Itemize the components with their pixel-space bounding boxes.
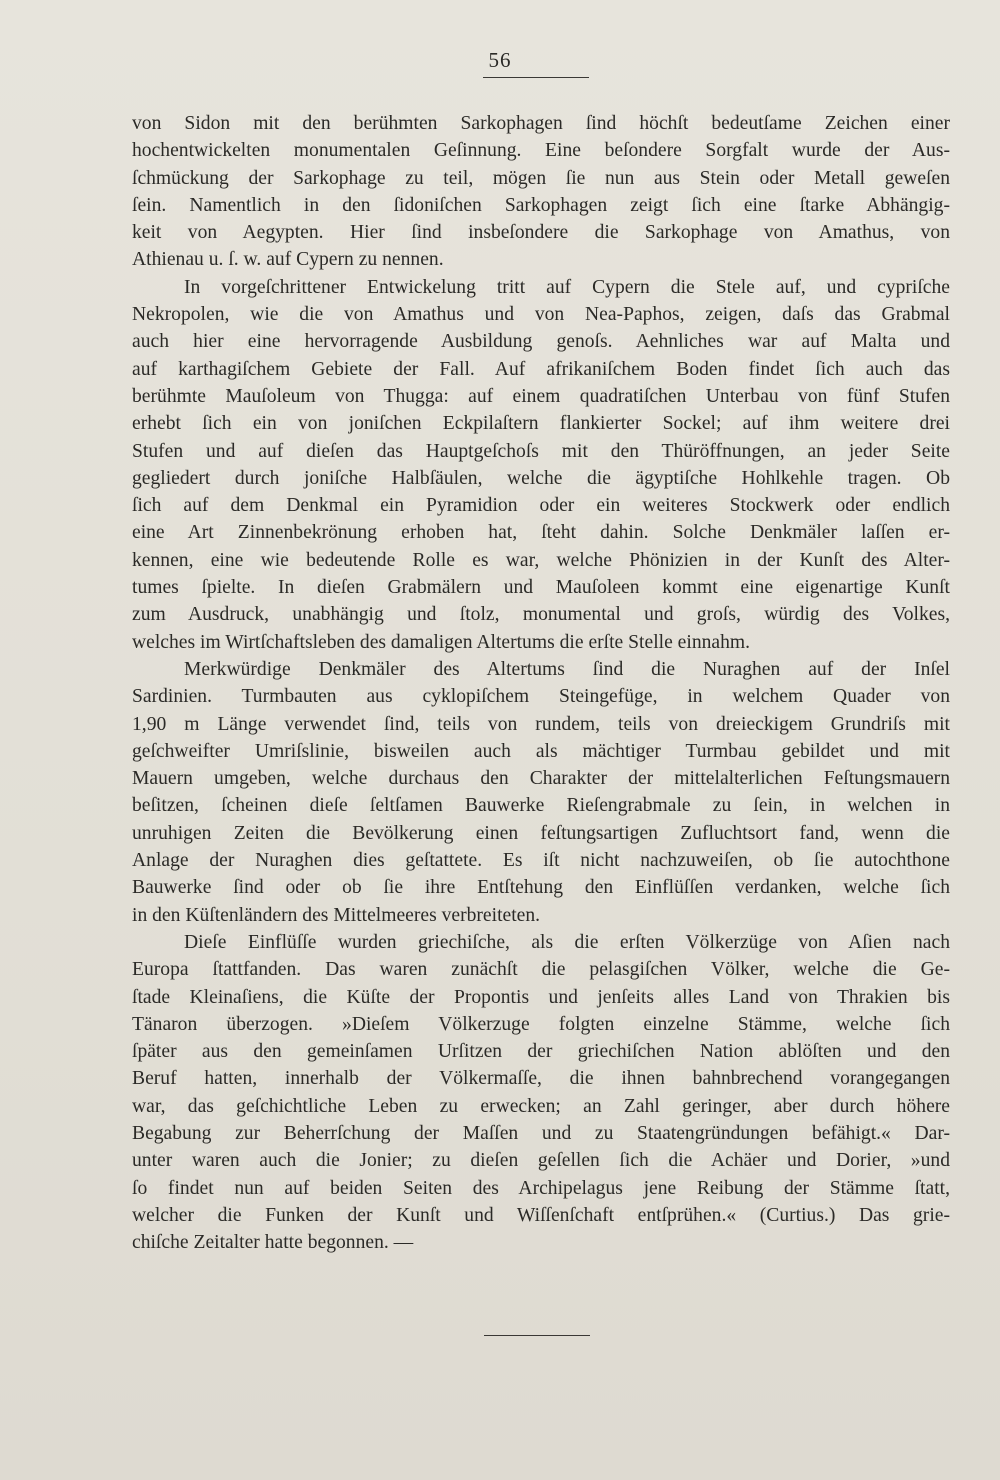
text-line: Athienau u. ſ. w. auf Cypern zu nennen. [132, 249, 444, 271]
text-line: erhebt ſich ein von joniſchen Eckpilaſtern flankierter Sockel; auf ihm weitere drei [132, 413, 950, 435]
text-line: Beruf hatten, innerhalb der Völkermaſſe, die ihnen bahnbrechend vorangegangen [132, 1068, 950, 1090]
text-line: in den Küſtenländern des Mittelmeeres verbreiteten. [132, 904, 541, 926]
text-line: Anlage der Nuraghen dies geſtattete. Es iſt nicht nachzuweiſen, ob ſie autochthone [132, 850, 950, 872]
paragraph-2-end [132, 629, 950, 656]
text-line: war, das geſchichtliche Leben zu erwecken; an Zahl geringer, aber durch höhere [132, 1095, 950, 1117]
text-line: Mauern umgeben, welche durchaus den Charakter der mittelalterlichen Feſtungsmauern [132, 768, 950, 790]
text-line: Bauwerke ſind oder ob ſie ihre Entſtehung den Einflüſſen verdanken, welche ſich [132, 877, 950, 899]
text-line: Tänaron überzogen. »Dieſem Völkerzuge folgten einzelne Stämme, welche ſich [132, 1013, 950, 1035]
end-rule [484, 1335, 590, 1336]
text-line: Nekropolen, wie die von Amathus und von Nea-Paphos, zeigen, daſs das Grabmal [132, 304, 950, 326]
text-line: ſein. Namentlich in den ſidoniſchen Sarkophagen zeigt ſich eine ſtarke Abhängig- [132, 194, 950, 216]
text-line: gegliedert durch joniſche Halbſäulen, welche die ägyptiſche Hohlkehle tragen. Ob [132, 467, 950, 489]
text-line: Europa ſtattfanden. Das waren zunächſt die pelasgiſchen Völker, welche die Ge- [132, 959, 950, 981]
text-line: ſchmückung der Sarkophage zu teil, mögen ſie nun aus Stein oder Metall geweſen [132, 167, 950, 189]
text-line: chiſche Zeitalter hatte begonnen. — [132, 1232, 414, 1254]
text-line: kennen, eine wie bedeutende Rolle es war, welche Phönizien in der Kunſt des Alter- [132, 549, 950, 571]
text-line: Sardinien. Turmbauten aus cyklopiſchem Steingefüge, in welchem Quader von [132, 686, 950, 708]
paragraph-2 [132, 274, 950, 629]
text-line: auf karthagiſchem Gebiete der Fall. Auf afrikaniſchem Boden findet ſich auch das [132, 358, 950, 380]
text-line: ſo findet nun auf beiden Seiten des Archipelagus jene Reibung der Stämme ſtatt, [132, 1177, 950, 1199]
text-line: ſtade Kleinaſiens, die Küſte der Propontis und jenſeits alles Land von Thrakien bis [132, 986, 950, 1008]
text-line: welcher die Funken der Kunſt und Wiſſenſchaft entſprühen.« (Curtius.) Das grie- [132, 1204, 950, 1226]
header-rule [483, 77, 589, 78]
text-line: keit von Aegypten. Hier ſind insbeſondere die Sarkophage von Amathus, von [132, 222, 950, 244]
paragraph-1-end [132, 246, 950, 273]
text-line: In vorgeſchrittener Entwickelung tritt auf Cypern die Stele auf, und cypriſche [184, 276, 950, 298]
body-text [132, 110, 950, 1256]
text-line: eine Art Zinnenbekrönung erhoben hat, ſteht dahin. Solche Denkmäler laſſen er- [132, 522, 950, 544]
paragraph-4 [132, 929, 950, 1229]
text-line: 1,90 m Länge verwendet ſind, teils von rundem, teils von dreieckigem Grundriſs mit [132, 713, 950, 735]
text-line: unruhigen Zeiten die Bevölkerung einen feſtungsartigen Zufluchtsort fand, wenn die [132, 822, 950, 844]
text-line: von Sidon mit den berühmten Sarkophagen ſind höchſt bedeutſame Zeichen einer [132, 113, 950, 134]
text-line: zum Ausdruck, unabhängig und ſtolz, monumental und groſs, würdig des Volkes, [132, 604, 950, 626]
text-line: Merkwürdige Denkmäler des Altertums ſind die Nuraghen auf der Inſel [184, 658, 950, 680]
paragraph-3 [132, 656, 950, 902]
text-line: ſpäter aus den gemeinſamen Urſitzen der griechiſchen Nation ablöſten und den [132, 1041, 950, 1063]
paragraph-1 [132, 110, 950, 246]
page-number: 56 [488, 48, 512, 72]
text-line: berühmte Mauſoleum von Thugga: auf einem quadratiſchen Unterbau von fünf Stufen [132, 385, 950, 407]
text-line: Begabung zur Beherrſchung der Maſſen und zu Staatengründungen befähigt.« Dar- [132, 1122, 950, 1144]
text-line: geſchweifter Umriſslinie, bisweilen auch als mächtiger Turmbau gebildet und mit [132, 740, 950, 762]
text-line: Dieſe Einflüſſe wurden griechiſche, als die erſten Völkerzüge von Aſien nach [184, 931, 950, 953]
paragraph-4-end [132, 1229, 950, 1256]
text-line: hochentwickelten monumentalen Geſinnung. Eine beſondere Sorgfalt wurde der Aus- [132, 140, 950, 162]
paragraph-3-end [132, 902, 950, 929]
text-line: Stufen und auf dieſen das Hauptgeſchoſs mit den Thüröffnungen, an jeder Seite [132, 440, 950, 462]
text-line: ſich auf dem Denkmal ein Pyramidion oder ein weiteres Stockwerk oder endlich [132, 495, 950, 517]
text-line: beſitzen, ſcheinen dieſe ſeltſamen Bauwerke Rieſengrabmale zu ſein, in welchen in [132, 795, 950, 817]
text-line: auch hier eine hervorragende Ausbildung genoſs. Aehnliches war auf Malta und [132, 331, 950, 353]
text-line: tumes ſpielte. In dieſen Grabmälern und Mauſoleen kommt eine eigenartige Kunſt [132, 577, 950, 599]
text-line: welches im Wirtſchaftsleben des damaligen Altertums die erſte Stelle einnahm. [132, 631, 751, 653]
text-line: unter waren auch die Jonier; zu dieſen geſellen ſich die Achäer und Dorier, »und [132, 1150, 950, 1172]
